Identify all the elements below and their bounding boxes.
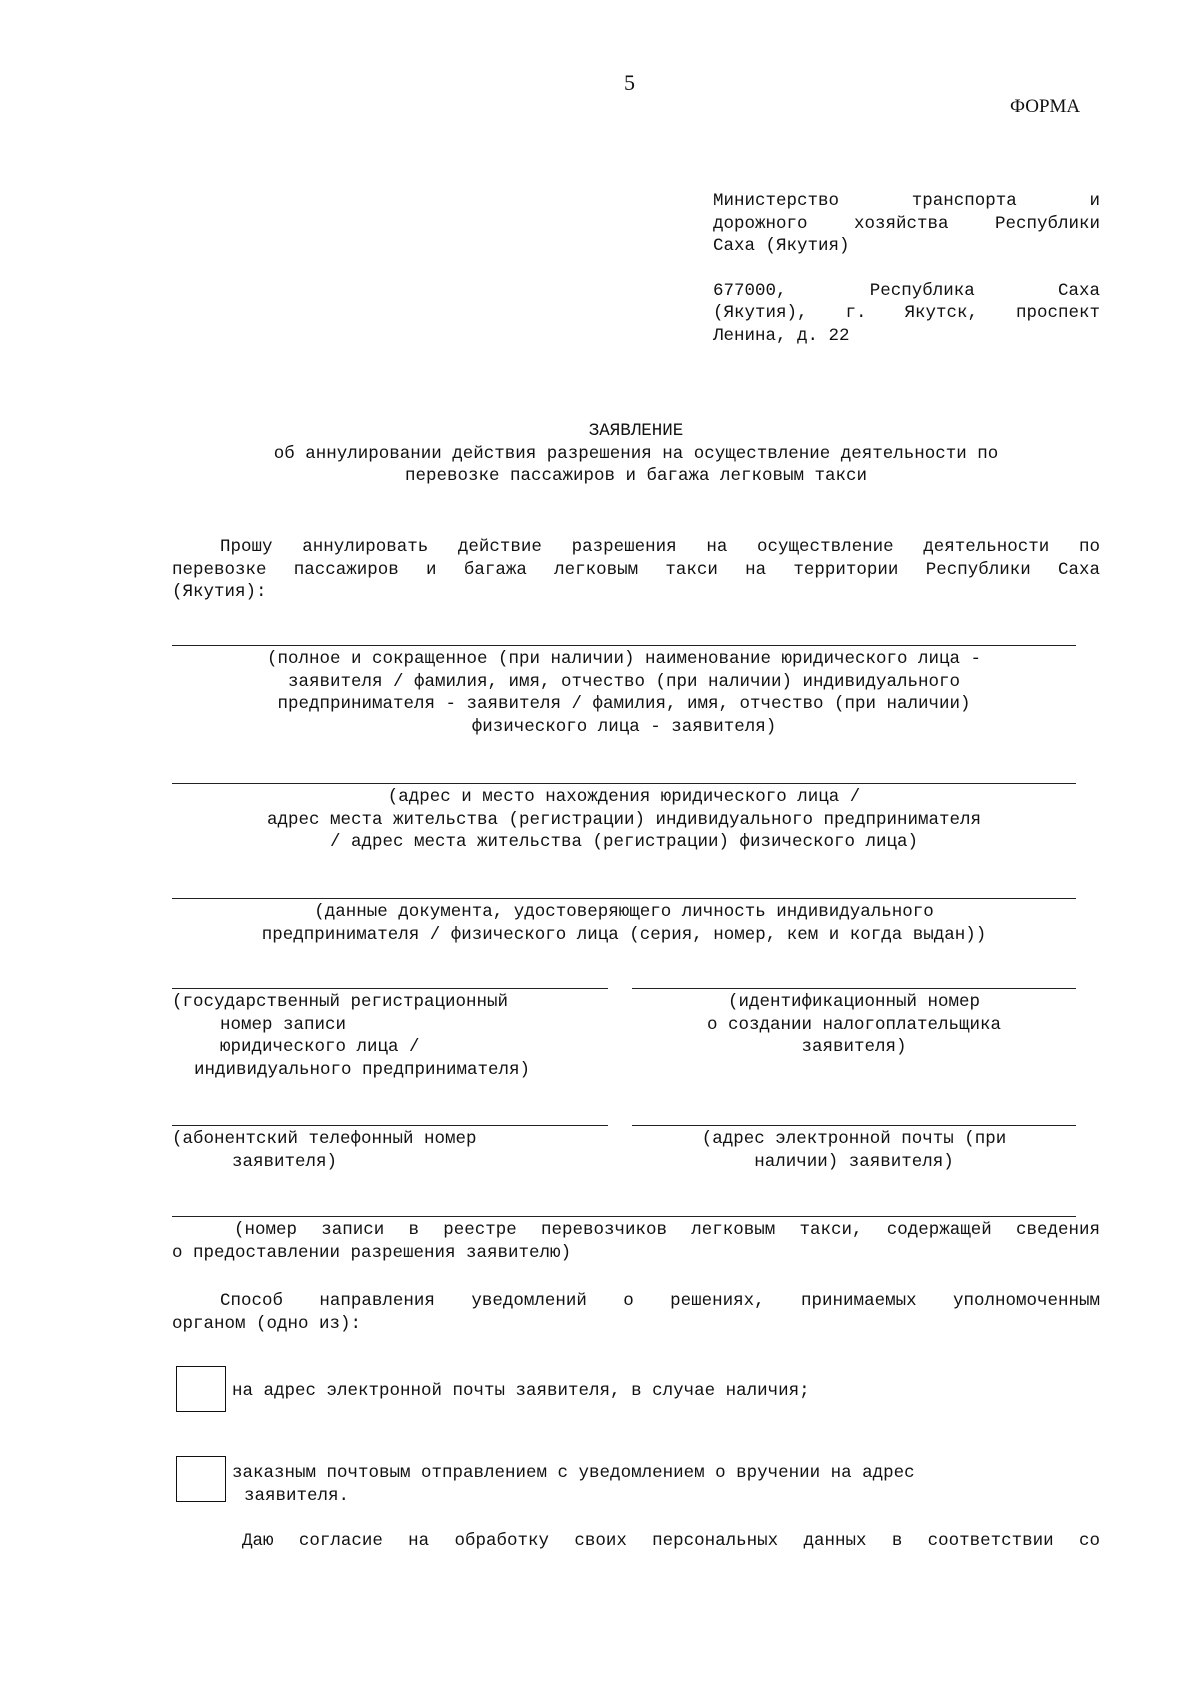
caption-line: / адрес места жительства (регистрации) физического лица) — [329, 832, 919, 852]
request-line: перевозке пассажиров и багажа легковым такси на территории Республики Саха — [172, 559, 1100, 580]
registry-number-field[interactable] — [172, 1216, 1076, 1217]
addressee-block — [713, 190, 1100, 347]
ogrn-field[interactable] — [172, 988, 608, 989]
phone-field[interactable] — [172, 1125, 608, 1126]
inn-field[interactable] — [632, 988, 1076, 989]
request-line: (Якутия): — [172, 582, 267, 602]
caption-line: номер записи — [220, 1014, 347, 1035]
addressee-address-line: (Якутия), г. Якутск, проспект — [713, 303, 1100, 323]
applicant-name-caption — [172, 648, 1076, 738]
caption-line: (полное и сокращенное (при наличии) наименование юридического лица - — [266, 649, 982, 669]
applicant-address-caption — [172, 786, 1076, 854]
post-option-checkbox[interactable] — [176, 1456, 226, 1502]
caption-line: (абонентский телефонный номер — [172, 1129, 477, 1149]
caption-line: (адрес и место нахождения юридического лица / — [387, 787, 861, 807]
caption-line: предпринимателя / физического лица (серия, номер, кем и когда выдан)) — [261, 924, 987, 945]
caption-line: (номер записи в реестре перевозчиков легковым такси, содержащей сведения — [234, 1220, 1100, 1240]
caption-line: юридического лица / — [220, 1037, 420, 1057]
caption-line: адрес места жительства (регистрации) индивидуального предпринимателя — [266, 809, 982, 830]
post-option-line: заказным почтовым отправлением с уведомлением о вручении на адрес — [232, 1463, 915, 1483]
ogrn-caption — [172, 991, 612, 1081]
notification-intro-line: Способ направления уведомлений о решениях, принимаемых уполномоченным — [220, 1291, 1100, 1311]
identity-document-caption — [172, 901, 1076, 946]
applicant-name-field[interactable] — [172, 645, 1076, 646]
caption-line: (идентификационный номер — [727, 992, 981, 1012]
phone-caption — [172, 1128, 612, 1173]
title-line: об аннулировании действия разрешения на осуществление деятельности по — [273, 443, 999, 464]
inn-caption — [632, 991, 1076, 1059]
notification-intro — [172, 1290, 1100, 1335]
email-caption — [632, 1128, 1076, 1173]
applicant-address-field[interactable] — [172, 783, 1076, 784]
request-paragraph — [172, 536, 1100, 604]
page-number: 5 — [624, 70, 635, 95]
addressee-address-line: 677000, Республика Саха — [713, 280, 1100, 301]
document-title — [172, 420, 1100, 488]
registry-number-caption — [172, 1219, 1100, 1264]
consent-paragraph — [172, 1530, 1100, 1553]
consent-line: Даю согласие на обработку своих персональных данных в соответствии со — [242, 1531, 1100, 1551]
post-option-line: заявителя. — [244, 1485, 350, 1506]
caption-line: предпринимателя - заявителя / фамилия, имя, отчество (при наличии) — [277, 694, 971, 714]
request-line: Прошу аннулировать действие разрешения на осуществление деятельности по — [220, 537, 1100, 557]
caption-line: (данные документа, удостоверяющего личность индивидуального — [314, 902, 934, 922]
addressee-org-line: Саха (Якутия) — [713, 236, 850, 256]
caption-line: заявителя) — [232, 1151, 338, 1172]
title-heading: ЗАЯВЛЕНИЕ — [588, 421, 684, 441]
identity-document-field[interactable] — [172, 898, 1076, 899]
caption-line: физического лица - заявителя) — [471, 716, 777, 737]
caption-line: о создании налогоплательщика — [706, 1014, 1002, 1035]
caption-line: (государственный регистрационный — [172, 992, 509, 1012]
caption-line: о предоставлении разрешения заявителю) — [172, 1242, 572, 1263]
caption-line: (адрес электронной почты (при — [701, 1129, 1007, 1149]
email-option-label: на адрес электронной почты заявителя, в случае наличия; — [232, 1381, 810, 1401]
addressee-org-line: дорожного хозяйства Республики — [713, 213, 1100, 234]
caption-line: индивидуального предпринимателя) — [194, 1059, 531, 1080]
addressee-address-line: Ленина, д. 22 — [713, 325, 850, 346]
caption-line: заявителя / фамилия, имя, отчество (при наличии) индивидуального — [287, 671, 961, 692]
caption-line: заявителя) — [801, 1037, 907, 1057]
addressee-org-line: Министерство транспорта и — [713, 191, 1100, 211]
email-option-checkbox[interactable] — [176, 1366, 226, 1412]
caption-line: наличии) заявителя) — [754, 1151, 954, 1172]
post-option-label — [232, 1462, 915, 1507]
form-label: ФОРМА — [1010, 96, 1081, 117]
title-line: перевозке пассажиров и багажа легковым такси — [404, 466, 868, 486]
notification-intro-line: органом (одно из): — [172, 1313, 362, 1334]
email-field[interactable] — [632, 1125, 1076, 1126]
